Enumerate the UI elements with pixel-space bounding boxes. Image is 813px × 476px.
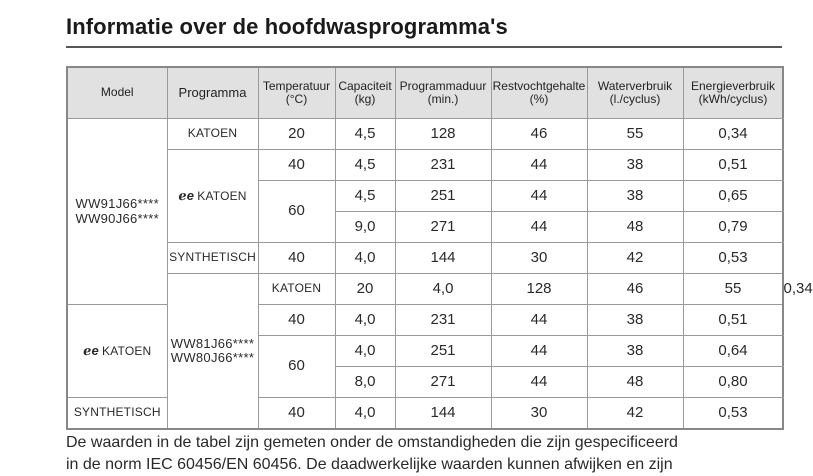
page-title: Informatie over de hoofdwasprogramma's	[66, 14, 508, 39]
program-cell: KATOEN	[167, 119, 258, 150]
duur-cell: 251	[395, 336, 491, 367]
water-cell: 38	[587, 181, 683, 212]
water-cell: 48	[587, 367, 683, 398]
col-header-capaciteit: Capaciteit (kg)	[335, 67, 395, 119]
rest-cell: 44	[491, 212, 587, 243]
model-cell: WW91J66**** WW90J66****	[67, 119, 167, 305]
temp-cell: 40	[258, 243, 335, 274]
program-cell: ℯe KATOEN	[167, 150, 258, 243]
footnote-line: De waarden in de tabel zijn gemeten onder de omstandigheden die zijn gespecificeerd	[66, 434, 678, 451]
energie-cell: 0,64	[683, 336, 783, 367]
water-cell: 55	[683, 274, 783, 305]
energie-cell: 0,79	[683, 212, 783, 243]
col-header-waterverbruik: Waterverbruik (l./cyclus)	[587, 67, 683, 119]
duur-cell: 128	[395, 119, 491, 150]
water-cell: 42	[587, 243, 683, 274]
rest-cell: 46	[491, 119, 587, 150]
footnote-line: in de norm IEC 60456/EN 60456. De daadwerkelijke waarden kunnen afwijken en zijn	[66, 456, 673, 473]
energie-cell: 0,53	[683, 243, 783, 274]
energie-cell: 0,80	[683, 367, 783, 398]
water-cell: 38	[587, 305, 683, 336]
rest-cell: 44	[491, 181, 587, 212]
col-header-energieverbruik: Energieverbruik (kWh/cyclus)	[683, 67, 783, 119]
duur-cell: 271	[395, 212, 491, 243]
duur-cell: 231	[395, 150, 491, 181]
col-header-temperatuur: Temperatuur (°C)	[258, 67, 335, 119]
temp-cell: 20	[258, 119, 335, 150]
rest-cell: 44	[491, 150, 587, 181]
table-row	[67, 150, 783, 181]
duur-cell: 144	[395, 243, 491, 274]
water-cell: 42	[587, 398, 683, 430]
cap-cell: 9,0	[335, 212, 395, 243]
cap-cell: 4,0	[335, 398, 395, 430]
eco-icon: ℯe	[83, 342, 99, 358]
table-header-row	[67, 67, 783, 119]
cap-cell: 4,5	[335, 150, 395, 181]
cap-cell: 4,0	[395, 274, 491, 305]
program-cell: SYNTHETISCH	[67, 398, 167, 430]
title-divider	[66, 46, 782, 48]
col-header-model: Model	[67, 67, 167, 119]
program-cell: KATOEN	[258, 274, 335, 305]
program-cell: SYNTHETISCH	[167, 243, 258, 274]
energie-cell: 0,34	[683, 119, 783, 150]
cap-cell: 8,0	[335, 367, 395, 398]
col-header-programmaduur: Programmaduur (min.)	[395, 67, 491, 119]
duur-cell: 128	[491, 274, 587, 305]
cap-cell: 4,0	[335, 336, 395, 367]
duur-cell: 144	[395, 398, 491, 430]
rest-cell: 44	[491, 367, 587, 398]
energie-cell: 0,51	[683, 305, 783, 336]
table-row	[67, 243, 783, 274]
rest-cell: 46	[587, 274, 683, 305]
cap-cell: 4,0	[335, 243, 395, 274]
water-cell: 38	[587, 336, 683, 367]
eco-icon: ℯe	[178, 187, 195, 203]
energie-cell: 0,51	[683, 150, 783, 181]
duur-cell: 251	[395, 181, 491, 212]
temp-cell: 60	[258, 336, 335, 398]
water-cell: 38	[587, 150, 683, 181]
cap-cell: 4,5	[335, 181, 395, 212]
energie-cell: 0,53	[683, 398, 783, 430]
water-cell: 55	[587, 119, 683, 150]
temp-cell: 40	[258, 150, 335, 181]
footnote	[66, 432, 786, 476]
model-cell: WW81J66**** WW80J66****	[167, 274, 258, 430]
table-row	[67, 119, 783, 150]
duur-cell: 231	[395, 305, 491, 336]
temp-cell: 20	[335, 274, 395, 305]
water-cell: 48	[587, 212, 683, 243]
temp-cell: 60	[258, 181, 335, 243]
rest-cell: 44	[491, 336, 587, 367]
duur-cell: 271	[395, 367, 491, 398]
cap-cell: 4,5	[335, 119, 395, 150]
program-cell: ℯe KATOEN	[67, 305, 167, 398]
temp-cell: 40	[258, 305, 335, 336]
rest-cell: 30	[491, 243, 587, 274]
col-header-restvochtgehalte: Restvochtgehalte (%)	[491, 67, 587, 119]
program-info-table	[66, 66, 813, 430]
rest-cell: 44	[491, 305, 587, 336]
rest-cell: 30	[491, 398, 587, 430]
cap-cell: 4,0	[335, 305, 395, 336]
temp-cell: 40	[258, 398, 335, 430]
energie-cell: 0,65	[683, 181, 783, 212]
col-header-programma: Programma	[167, 67, 258, 119]
table-row: WW81J66**** WW80J66**** KATOEN 20 4,0 128 46 55 0,34	[67, 274, 783, 305]
